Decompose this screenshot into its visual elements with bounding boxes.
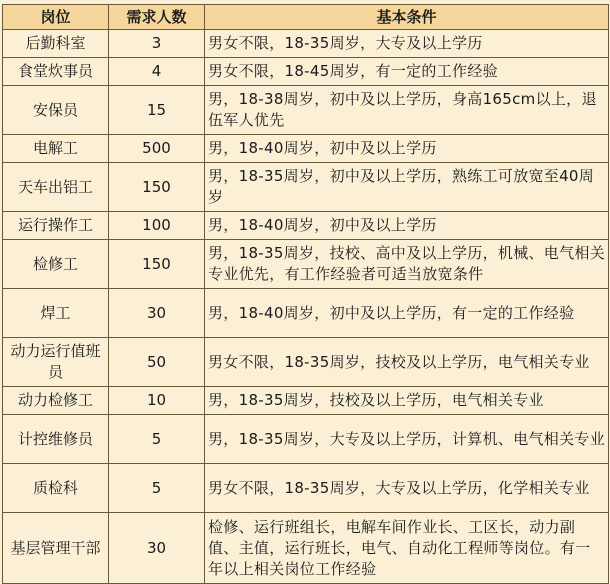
table-row (3, 135, 609, 163)
conditions-cell: 男，18-40周岁，初中及以上学历 (205, 135, 609, 163)
conditions-cell: 男，18-40周岁，初中及以上学历，有一定的工作经验 (205, 289, 609, 338)
table-row (3, 86, 609, 135)
table-row (3, 387, 609, 415)
conditions-cell: 男，18-35周岁，技校及以上学历，电气相关专业 (205, 387, 609, 415)
position-cell: 后勤科室 (3, 30, 109, 58)
position-cell: 焊工 (3, 289, 109, 338)
count-cell: 15 (109, 86, 205, 135)
table-row (3, 289, 609, 338)
conditions-cell: 男，18-35周岁，初中及以上学历，熟练工可放宽至40周岁 (205, 163, 609, 212)
header-count: 需求人数 (109, 5, 205, 30)
count-cell: 5 (109, 464, 205, 513)
count-cell: 30 (109, 513, 205, 584)
position-cell: 安保员 (3, 86, 109, 135)
count-cell: 4 (109, 58, 205, 86)
table-row (3, 58, 609, 86)
count-cell: 500 (109, 135, 205, 163)
count-cell: 50 (109, 338, 205, 387)
table-row (3, 338, 609, 387)
position-cell: 计控维修员 (3, 415, 109, 464)
count-cell: 150 (109, 240, 205, 289)
count-cell: 3 (109, 30, 205, 58)
table-row (3, 212, 609, 240)
position-cell: 基层管理干部 (3, 513, 109, 584)
conditions-cell: 男女不限，18-35周岁，大专及以上学历 (205, 30, 609, 58)
table-row (3, 240, 609, 289)
conditions-cell: 男，18-35周岁，技校、高中及以上学历，机械、电气相关专业优先，有工作经验者可适当放宽条件 (205, 240, 609, 289)
table-row (3, 464, 609, 513)
conditions-cell: 男女不限，18-35周岁，技校及以上学历，电气相关专业 (205, 338, 609, 387)
header-conditions: 基本条件 (205, 5, 609, 30)
count-cell: 10 (109, 387, 205, 415)
table-row (3, 30, 609, 58)
conditions-cell: 检修、运行班组长，电解车间作业长、工区长，动力副值、主值，运行班长，电气、自动化工程师等岗位。有一年以上相关岗位工作经验 (205, 513, 609, 584)
position-cell: 动力检修工 (3, 387, 109, 415)
table-row (3, 163, 609, 212)
table-header-row (3, 5, 609, 30)
count-cell: 150 (109, 163, 205, 212)
position-cell: 电解工 (3, 135, 109, 163)
position-cell: 动力运行值班员 (3, 338, 109, 387)
table-row (3, 415, 609, 464)
position-cell: 天车出铝工 (3, 163, 109, 212)
recruitment-table (2, 4, 609, 584)
count-cell: 5 (109, 415, 205, 464)
count-cell: 30 (109, 289, 205, 338)
conditions-cell: 男女不限，18-45周岁，有一定的工作经验 (205, 58, 609, 86)
position-cell: 食堂炊事员 (3, 58, 109, 86)
conditions-cell: 男，18-35周岁，大专及以上学历，计算机、电气相关专业 (205, 415, 609, 464)
count-cell: 100 (109, 212, 205, 240)
position-cell: 检修工 (3, 240, 109, 289)
conditions-cell: 男，18-38周岁，初中及以上学历，身高165cm以上，退伍军人优先 (205, 86, 609, 135)
header-position: 岗位 (3, 5, 109, 30)
position-cell: 质检科 (3, 464, 109, 513)
conditions-cell: 男女不限，18-35周岁，大专及以上学历，化学相关专业 (205, 464, 609, 513)
position-cell: 运行操作工 (3, 212, 109, 240)
conditions-cell: 男，18-40周岁，初中及以上学历 (205, 212, 609, 240)
